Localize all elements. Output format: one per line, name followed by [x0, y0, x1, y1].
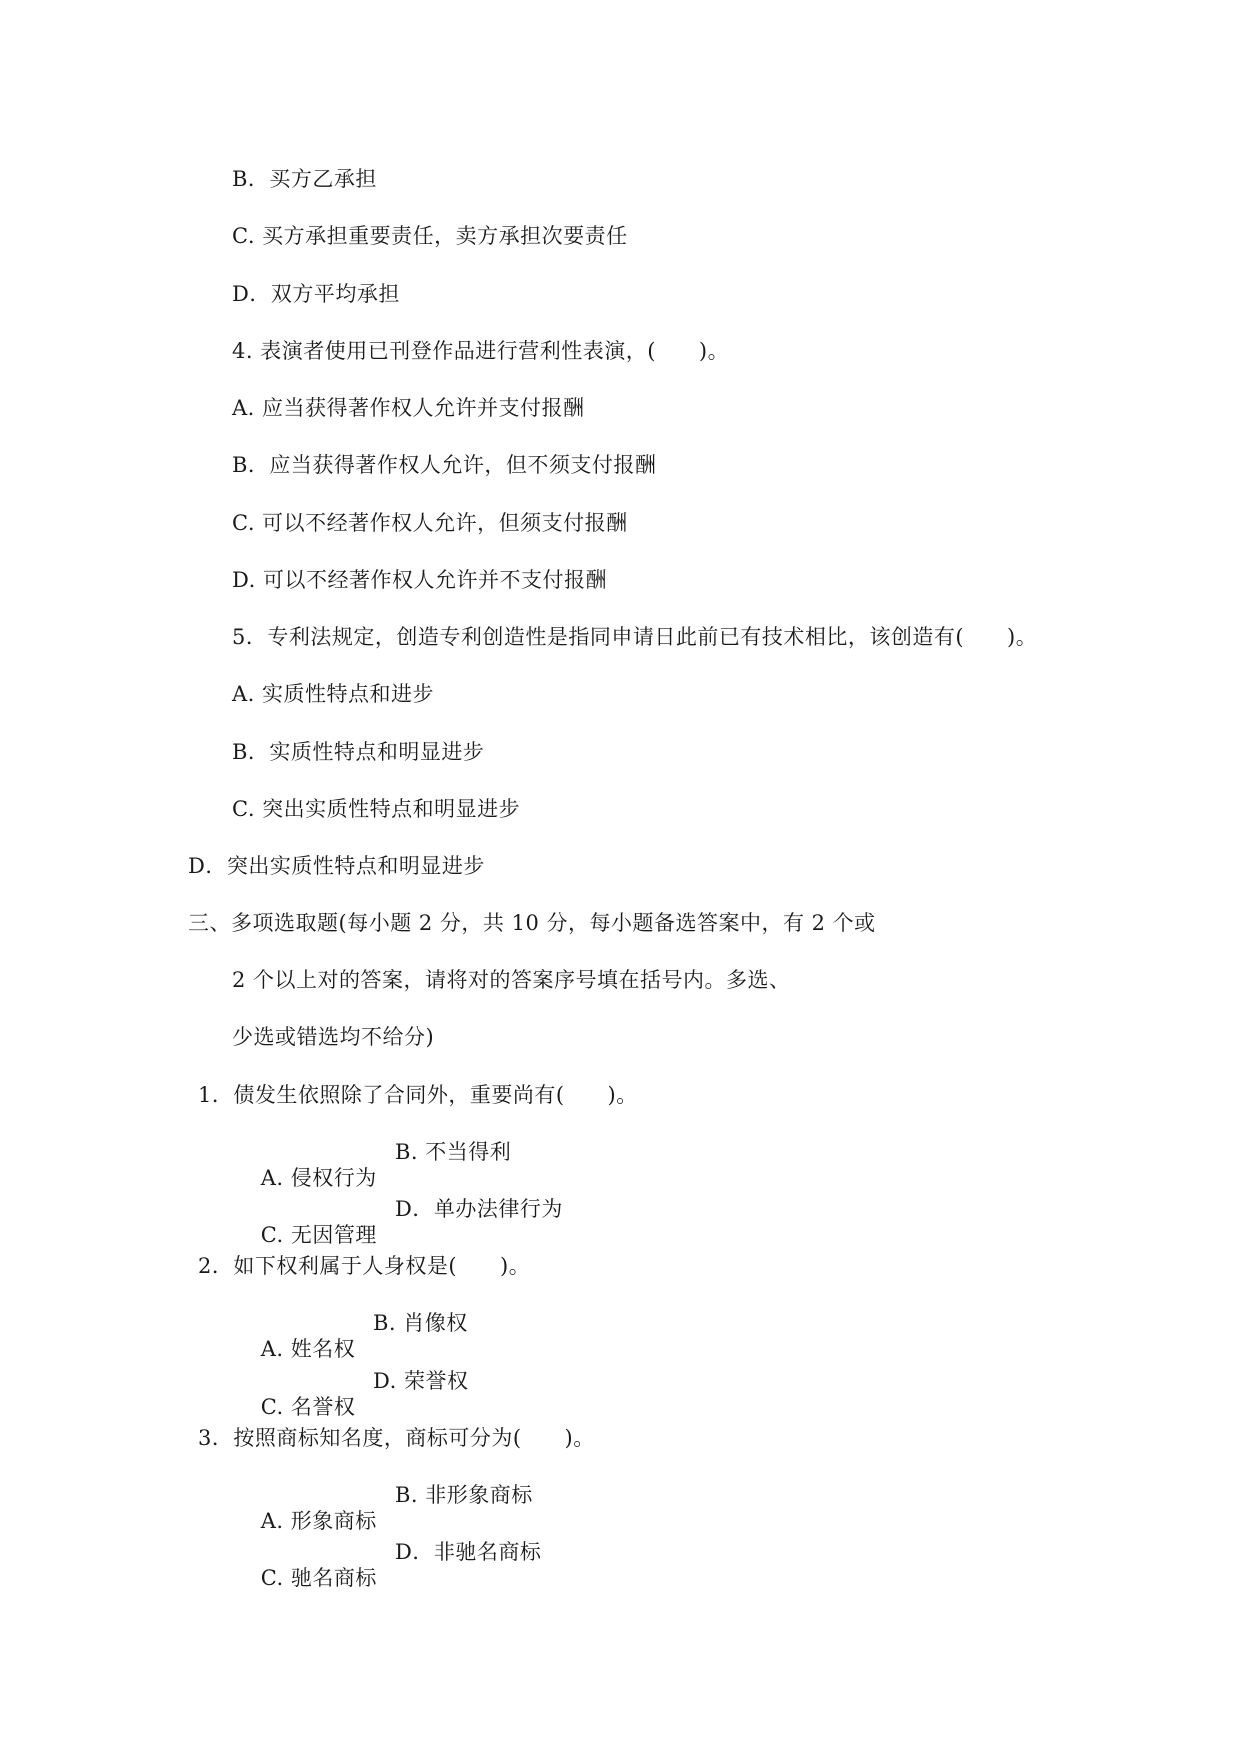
q4-option-d: D. 可以不经著作权人允许并不支付报酬: [232, 568, 607, 592]
mc3-options-row-2: [232, 1539, 542, 1643]
mc1-option-b: B. 不当得利: [395, 1140, 512, 1164]
mc3-option-c: C. 驰名商标: [260, 1566, 377, 1590]
mc2-option-c: C. 名誉权: [260, 1395, 356, 1419]
mc3-option-a: A. 形象商标: [260, 1509, 377, 1533]
q5-option-a: A. 实质性特点和进步: [232, 682, 435, 706]
mc3-option-b: B. 非形象商标: [395, 1483, 533, 1507]
section-3-heading-cont-1: 2 个以上对的答案，请将对的答案序号填在括号内。多选、: [232, 968, 791, 992]
q3-option-c: C. 买方承担重要责任，卖方承担次要责任: [232, 224, 628, 248]
q5-option-b: B．实质性特点和明显进步: [232, 740, 485, 764]
mc1-option-a: A. 侵权行为: [260, 1166, 377, 1190]
q4-option-a: A. 应当获得著作权人允许并支付报酬: [232, 396, 585, 420]
mc2-option-a: A. 姓名权: [260, 1337, 356, 1361]
q5-option-c: C. 突出实质性特点和明显进步: [232, 797, 521, 821]
mc2-option-d: D. 荣誉权: [373, 1369, 469, 1393]
question-5: 5．专利法规定，创造专利创造性是指同申请日此前已有技术相比，该创造有( )。: [232, 625, 1038, 649]
question-4: 4. 表演者使用已刊登作品进行营利性表演，( )。: [232, 339, 730, 363]
mc-question-3: 3．按照商标知名度，商标可分为( )。: [198, 1426, 595, 1450]
q4-option-c: C. 可以不经著作权人允许，但须支付报酬: [232, 511, 628, 535]
mc-question-1: 1．债发生依照除了合同外，重要尚有( )。: [198, 1083, 638, 1107]
q5-option-d: D．突出实质性特点和明显进步: [188, 854, 485, 878]
mc3-option-d: D．非驰名商标: [395, 1540, 542, 1564]
mc1-option-c: C. 无因管理: [260, 1223, 377, 1247]
q4-option-b: B．应当获得著作权人允许，但不须支付报酬: [232, 453, 657, 477]
section-3-heading: 三、多项选取题(每小题 2 分，共 10 分，每小题备选答案中，有 2 个或: [188, 911, 876, 935]
mc1-option-d: D．单办法律行为: [395, 1197, 563, 1221]
mc2-option-b: B. 肖像权: [373, 1311, 468, 1335]
section-3-heading-cont-2: 少选或错选均不给分): [232, 1025, 435, 1049]
q3-option-b: B．买方乙承担: [232, 167, 377, 191]
mc-question-2: 2．如下权利属于人身权是( )。: [198, 1254, 531, 1278]
q3-option-d: D．双方平均承担: [232, 282, 400, 306]
